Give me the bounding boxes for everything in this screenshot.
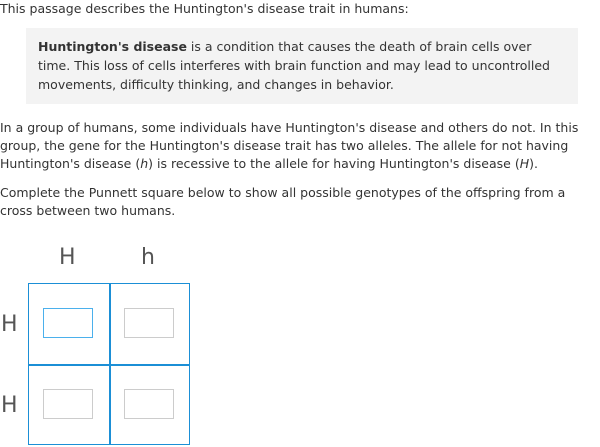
term: Huntington's disease xyxy=(38,39,187,54)
definition: is a condition that causes the death of brain cells over time. This loss of cells interferes with brain function and may lead to uncontrolled movements, difficulty thinking, and changes in behavior. xyxy=(38,39,550,92)
punnett-square xyxy=(28,283,190,445)
text: ) is recessive to the allele for having Huntington's disease ( xyxy=(148,156,520,171)
text: In a group of humans, some individuals have Huntington's disease and others do not. In this group, the gene for the Huntington's disease trait has two alleles. The allele for not having Huntington's disease ( xyxy=(0,120,579,171)
allele-H: H xyxy=(519,156,530,171)
cell-input-1[interactable] xyxy=(43,308,93,338)
text: ). xyxy=(529,156,538,171)
allele-h: h xyxy=(140,156,149,171)
column-header: h xyxy=(141,245,155,270)
intro-text: This passage describes the Huntington's disease trait in humans: xyxy=(0,1,409,16)
column-header: H xyxy=(59,245,76,270)
cell-input-2[interactable] xyxy=(124,308,174,338)
description-paragraph xyxy=(0,119,600,173)
cell-input-4[interactable] xyxy=(124,389,174,419)
instructions: Complete the Punnett square below to show all possible genotypes of the offspring from a cross between two humans. xyxy=(0,185,566,218)
divider xyxy=(29,364,189,366)
cell-input-3[interactable] xyxy=(43,389,93,419)
row-header: H xyxy=(1,393,18,418)
row-header: H xyxy=(1,312,18,337)
definition-callout xyxy=(26,28,578,104)
